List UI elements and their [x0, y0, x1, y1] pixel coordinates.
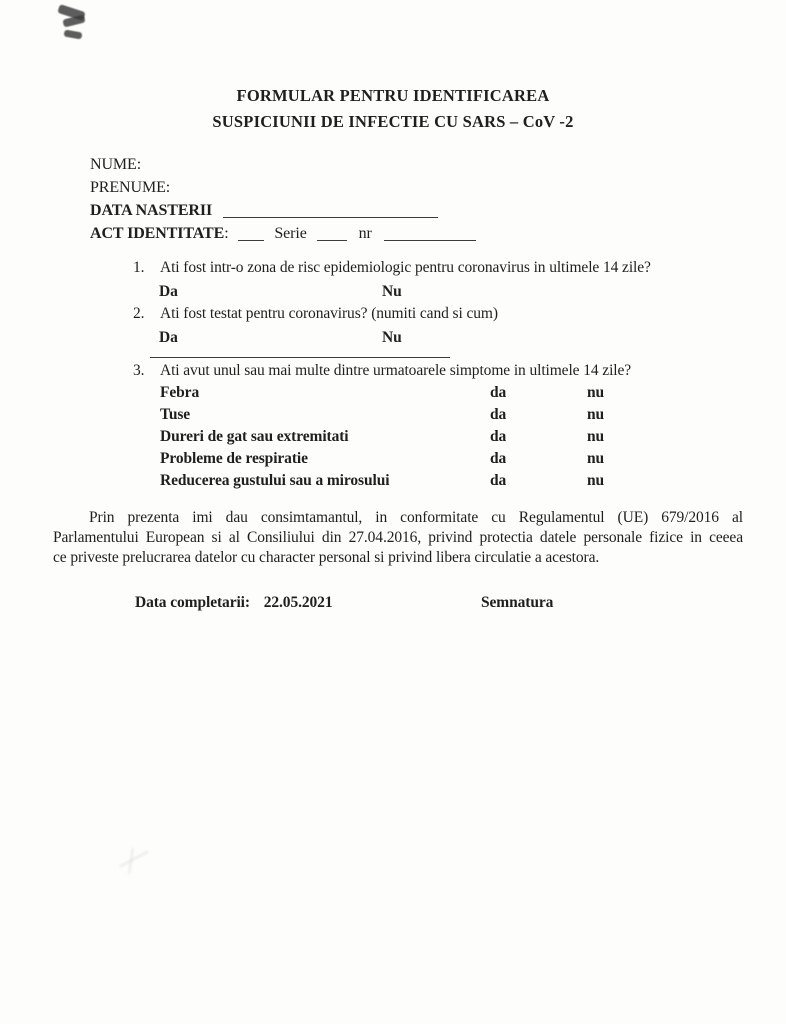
- symptom-yes-label: da: [490, 450, 507, 467]
- symptom-no-label: nu: [587, 472, 605, 489]
- completion-date-label: Data completarii:: [135, 594, 250, 611]
- data-nasterii-label: DATA NASTERII: [90, 202, 213, 219]
- symptom-no-label: nu: [587, 428, 605, 445]
- scan-mark: [62, 14, 85, 27]
- act-identitate-row: [90, 225, 476, 243]
- question3-number: 3.: [133, 362, 145, 379]
- nume-label: NUME:: [90, 156, 142, 173]
- form-title-line2: SUSPICIUNII DE INFECTIE CU SARS – CoV -2: [212, 112, 574, 131]
- question3-text: Ati avut unul sau mai multe dintre urmatoarele simptome in ultimele 14 zile?: [160, 362, 632, 379]
- symptom-yes-label: da: [490, 428, 507, 445]
- symptom-label: Tuse: [160, 406, 191, 423]
- act-identitate-label: ACT IDENTITATE: [90, 225, 225, 242]
- data-nasterii-blank: [223, 203, 438, 218]
- question1-no-label: Nu: [382, 283, 402, 300]
- consent-line: Parlamentului European si al Consiliului din 27.04.2016, privind protectia datele personale fizice in ceeea: [53, 529, 743, 546]
- consent-line: Prin prezenta imi dau consimtamantul, in conformitate cu Regulamentul (UE) 679/2016 al: [89, 509, 743, 526]
- question2-no-label: Nu: [382, 329, 402, 346]
- nr-label: nr: [358, 225, 372, 242]
- scan-smudge: [119, 851, 148, 868]
- consent-line: ce priveste prelucrarea datelor cu character personal si privind libera circulatie a acestora.: [53, 549, 600, 566]
- scan-smudge: [128, 848, 134, 874]
- signature-label: Semnatura: [481, 594, 554, 611]
- symptom-yes-label: da: [490, 406, 507, 423]
- completion-date-row: [135, 594, 333, 612]
- question2-number: 2.: [133, 305, 145, 322]
- data-nasterii-row: [90, 202, 438, 220]
- symptom-no-label: nu: [587, 384, 605, 401]
- symptom-label: Febra: [160, 384, 200, 401]
- nr-blank: [384, 226, 476, 241]
- act-type-blank: [238, 226, 264, 241]
- form-title-line1: FORMULAR PENTRU IDENTIFICAREA: [236, 86, 550, 105]
- symptom-no-label: nu: [587, 406, 605, 423]
- scan-mark: [64, 29, 83, 39]
- serie-blank: [317, 226, 347, 241]
- symptom-label: Reducerea gustului sau a mirosului: [160, 472, 390, 489]
- question1-yes-label: Da: [159, 283, 178, 300]
- question2-answer-blank-line: [150, 357, 450, 358]
- symptom-yes-label: da: [490, 384, 507, 401]
- question1-number: 1.: [133, 259, 145, 276]
- question1-text: Ati fost intr-o zona de risc epidemiologic pentru coronavirus in ultimele 14 zile?: [160, 259, 651, 276]
- symptom-no-label: nu: [587, 450, 605, 467]
- completion-date-value: 22.05.2021: [263, 594, 333, 611]
- symptom-yes-label: da: [490, 472, 507, 489]
- prenume-label: PRENUME:: [90, 179, 171, 196]
- serie-label: Serie: [274, 225, 307, 242]
- symptom-label: Dureri de gat sau extremitati: [160, 428, 349, 445]
- act-identitate-colon: :: [224, 225, 229, 242]
- symptom-label: Probleme de respiratie: [160, 450, 308, 467]
- question2-yes-label: Da: [159, 329, 178, 346]
- question2-text: Ati fost testat pentru coronavirus? (numiti cand si cum): [160, 305, 498, 322]
